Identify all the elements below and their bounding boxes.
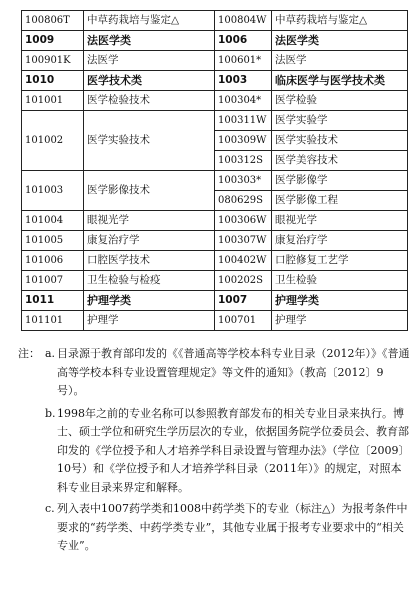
old-category-name: 法医学类 <box>272 31 408 51</box>
old-major-code: 100312S <box>215 151 272 171</box>
old-major-name: 医学美容技术 <box>272 151 408 171</box>
old-major-code: 100309W <box>215 131 272 151</box>
table-row <box>22 311 408 331</box>
new-major-code: 100806T <box>22 11 84 31</box>
note-letter: a. <box>45 347 56 360</box>
old-major-code: 100804W <box>215 11 272 31</box>
new-major-name: 卫生检验与检疫 <box>84 271 215 291</box>
old-category-code: 1006 <box>215 31 272 51</box>
old-major-code: 100307W <box>215 231 272 251</box>
new-major-name: 医学影像技术 <box>84 171 215 211</box>
new-major-code: 100901K <box>22 51 84 71</box>
new-major-name: 中草药栽培与鉴定△ <box>84 11 215 31</box>
table-row <box>22 231 408 251</box>
old-major-name: 护理学 <box>272 311 408 331</box>
table-row <box>22 271 408 291</box>
new-category-code: 1010 <box>22 71 84 91</box>
new-major-name: 口腔医学技术 <box>84 251 215 271</box>
old-category-code: 1003 <box>215 71 272 91</box>
note-letter: b. <box>45 406 56 420</box>
old-major-code: 100202S <box>215 271 272 291</box>
category-row <box>22 71 408 91</box>
new-major-name: 法医学 <box>84 51 215 71</box>
note-text: 1998年之前的专业名称可以参照教育部发布的相关专业目录来执行。博士、硕士学位和研究生学历层次的专业，依据国务院学位委员会、教育部印发的《学位授予和人才培养学科目录设置与管理办法》（学位〔2009〕10号）和《学位授予和人才培养学科目录（2011年）》的规定，对照本科专业目录来界定和解释。 <box>57 406 410 494</box>
new-major-name: 护理学 <box>84 311 215 331</box>
old-major-code: 100402W <box>215 251 272 271</box>
new-category-name: 医学技术类 <box>84 71 215 91</box>
new-major-name: 康复治疗学 <box>84 231 215 251</box>
old-major-name: 中草药栽培与鉴定△ <box>272 11 408 31</box>
major-comparison-table <box>21 10 408 331</box>
old-major-name: 医学实验学 <box>272 111 408 131</box>
new-major-code: 101003 <box>22 171 84 211</box>
old-major-name: 医学影像工程 <box>272 191 408 211</box>
table-row <box>22 211 408 231</box>
old-category-code: 1007 <box>215 291 272 311</box>
old-major-code: 100601* <box>215 51 272 71</box>
new-major-code: 101007 <box>22 271 84 291</box>
category-row <box>22 31 408 51</box>
new-category-name: 护理学类 <box>84 291 215 311</box>
note-letter: c. <box>45 502 55 515</box>
new-major-name: 眼视光学 <box>84 211 215 231</box>
new-major-name: 医学实验技术 <box>84 111 215 171</box>
old-major-code: 100701 <box>215 311 272 331</box>
old-major-code: 080629S <box>215 191 272 211</box>
new-major-code: 101006 <box>22 251 84 271</box>
old-category-name: 护理学类 <box>272 291 408 311</box>
new-major-code: 101002 <box>22 111 84 171</box>
old-major-code: 100306W <box>215 211 272 231</box>
table-row <box>22 251 408 271</box>
category-row <box>22 291 408 311</box>
table-row <box>22 111 408 131</box>
new-major-name: 医学检验技术 <box>84 91 215 111</box>
old-major-name: 眼视光学 <box>272 211 408 231</box>
new-category-code: 1009 <box>22 31 84 51</box>
old-major-code: 100311W <box>215 111 272 131</box>
note-b <box>18 405 410 498</box>
table-row <box>22 91 408 111</box>
old-major-name: 医学检验 <box>272 91 408 111</box>
old-major-name: 法医学 <box>272 51 408 71</box>
old-major-name: 口腔修复工艺学 <box>272 251 408 271</box>
note-a <box>18 345 410 401</box>
note-text: 列入表中1007药学类和1008中药学类下的专业（标注△）为报考条件中要求的“药学类、中药学类专业”，其他专业属于报考专业要求中的“相关专业”。 <box>57 502 408 552</box>
old-major-name: 医学影像学 <box>272 171 408 191</box>
table-row <box>22 51 408 71</box>
new-major-code: 101101 <box>22 311 84 331</box>
note-c <box>18 500 410 556</box>
new-major-code: 101004 <box>22 211 84 231</box>
table-row <box>22 11 408 31</box>
table-row <box>22 171 408 191</box>
old-category-name: 临床医学与医学技术类 <box>272 71 408 91</box>
notes-label: 注： <box>18 347 40 360</box>
old-major-code: 100303* <box>215 171 272 191</box>
new-major-code: 101005 <box>22 231 84 251</box>
new-category-name: 法医学类 <box>84 31 215 51</box>
old-major-name: 卫生检验 <box>272 271 408 291</box>
old-major-name: 康复治疗学 <box>272 231 408 251</box>
old-major-code: 100304* <box>215 91 272 111</box>
new-category-code: 1011 <box>22 291 84 311</box>
notes-section <box>18 345 410 556</box>
old-major-name: 医学实验技术 <box>272 131 408 151</box>
note-text: 目录源于教育部印发的《《普通高等学校本科专业目录（2012年）》《普通高等学校本科专业设置管理规定》等文件的通知》（教高〔2012〕9号）。 <box>57 347 410 397</box>
new-major-code: 101001 <box>22 91 84 111</box>
